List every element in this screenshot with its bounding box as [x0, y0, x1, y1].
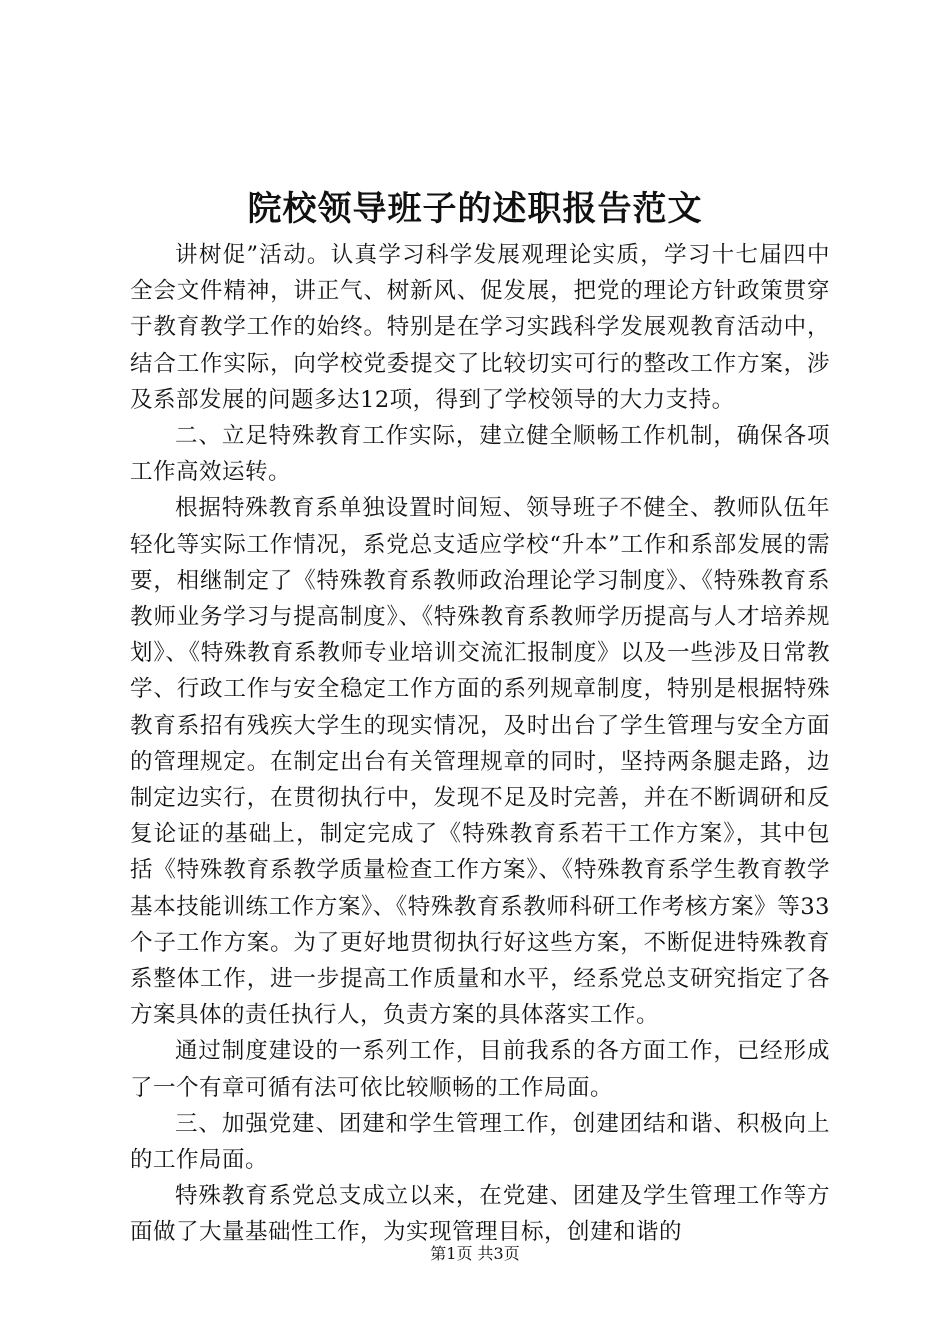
- paragraph: 二、立足特殊教育工作实际，建立健全顺畅工作机制，确保各项工作高效运转。: [130, 423, 830, 486]
- document-title: 院校领导班子的述职报告范文: [247, 189, 703, 229]
- document-body: [130, 237, 830, 1251]
- page-footer: 第1页 共3页: [430, 1244, 520, 1263]
- paragraph: 讲树促”活动。认真学习科学发展观理论实质，学习十七届四中全会文件精神，讲正气、树新风、促发展，把党的理论方针政策贯穿于教育教学工作的始终。特别是在学习实践科学发展观教育活动中，结合工作实际，向学校党委提交了比较切实可行的整改工作方案，涉及系部发展的问题多达12项，得到了学校领导的大力支持。: [130, 242, 830, 413]
- paragraph: 三、加强党建、团建和学生管理工作，创建团结和谐、积极向上的工作局面。: [130, 1110, 830, 1174]
- paragraph: 特殊教育系党总支成立以来，在党建、团建及学生管理工作等方面做了大量基础性工作，为实现管理目标，创建和谐的: [130, 1183, 830, 1246]
- paragraph: 根据特殊教育系单独设置时间短、领导班子不健全、教师队伍年轻化等实际工作情况，系党总支适应学校“升本”工作和系部发展的需要，相继制定了《特殊教育系教师政治理论学习制度》、《特殊教育系教师业务学习与提高制度》、《特殊教育系教师学历提高与人才培养规划》、《特殊教育系教师专业培训交流汇报制度》以及一些涉及日常教学、行政工作与安全稳定工作方面的系列规章制度，特别是根据特殊教育系招有残疾大学生的现实情况，及时出台了学生管理与安全方面的管理规定。在制定出台有关管理规章的同时，坚持两条腿走路，边制定边实行，在贯彻执行中，发现不足及时完善，并在不断调研和反复论证的基础上，制定完成了《特殊教育系若干工作方案》，其中包括《特殊教育系教学质量检查工作方案》、《特殊教育系学生教育教学基本技能训练工作方案》、《特殊教育系教师科研工作考核方案》等33个子工作方案。为了更好地贯彻执行好这些方案，不断促进特殊教育系整体工作，进一步提高工作质量和水平，经系党总支研究指定了各方案具体的责任执行人，负责方案的具体落实工作。: [130, 495, 830, 1029]
- paragraph: 通过制度建设的一系列工作，目前我系的各方面工作，已经形成了一个有章可循有法可依比较顺畅的工作局面。: [130, 1038, 830, 1101]
